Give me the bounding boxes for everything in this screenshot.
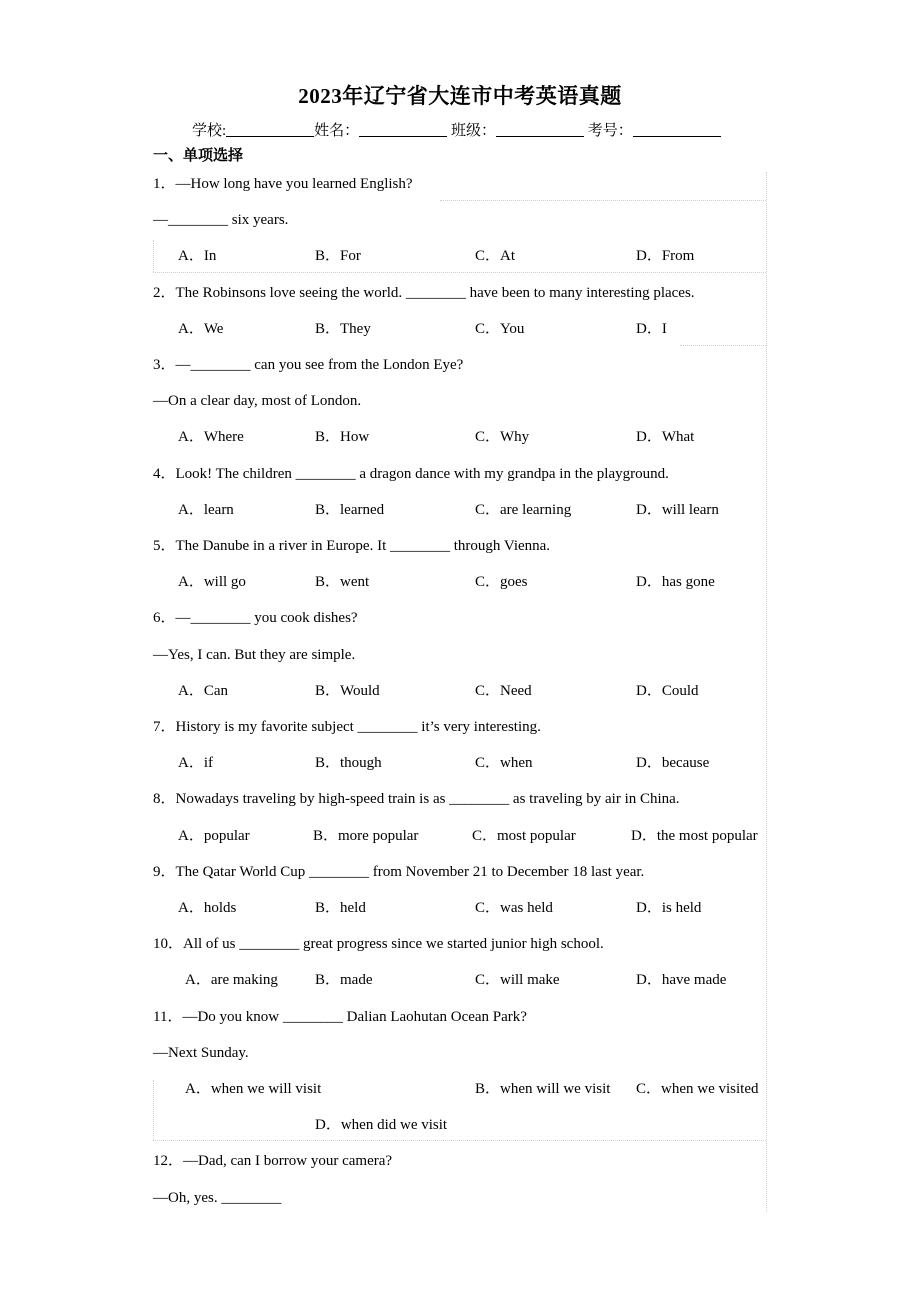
answer-option[interactable]: C．You bbox=[475, 321, 525, 337]
school-label: 学校: bbox=[192, 123, 227, 139]
question-stem: 7．History is my favorite subject ________ it’s very interesting. bbox=[153, 719, 541, 735]
answer-option[interactable]: D．Could bbox=[636, 683, 699, 699]
answer-option[interactable]: C．when bbox=[475, 755, 533, 771]
question-stem: 5．The Danube in a river in Europe. It ________ through Vienna. bbox=[153, 538, 551, 554]
answer-option[interactable]: B．went bbox=[315, 574, 370, 590]
answer-option[interactable]: A．popular bbox=[178, 828, 250, 844]
question-stem: 1．—How long have you learned English? bbox=[153, 176, 413, 192]
answer-option[interactable]: C．when we visited bbox=[636, 1081, 759, 1097]
answer-option[interactable]: A．will go bbox=[178, 574, 246, 590]
question-dialogue-line: —Oh, yes. ________ bbox=[153, 1190, 282, 1206]
answer-option[interactable]: B．made bbox=[315, 972, 373, 988]
right-guide-line bbox=[766, 172, 767, 1212]
answer-option[interactable]: C．are learning bbox=[475, 502, 572, 518]
answer-option[interactable]: B．more popular bbox=[313, 828, 419, 844]
question-stem: 6．—________ you cook dishes? bbox=[153, 610, 358, 626]
question-stem: 2．The Robinsons love seeing the world. ________ have been to many interesting places. bbox=[153, 285, 695, 301]
answer-option[interactable]: A．Can bbox=[178, 683, 228, 699]
answer-option[interactable]: B．They bbox=[315, 321, 371, 337]
school-blank bbox=[226, 121, 314, 137]
question-stem: 3．—________ can you see from the London Eye? bbox=[153, 357, 464, 373]
answer-option[interactable]: A．are making bbox=[185, 972, 278, 988]
question-dialogue-line: —Next Sunday. bbox=[153, 1045, 249, 1061]
number-label: 考号： bbox=[587, 123, 633, 139]
student-info-row bbox=[192, 119, 721, 140]
class-label: 班级： bbox=[450, 123, 496, 139]
question-dialogue-line: —________ six years. bbox=[153, 212, 289, 228]
answer-option[interactable]: D．I bbox=[636, 321, 667, 337]
answer-option[interactable]: D．is held bbox=[636, 900, 702, 916]
answer-option[interactable]: C．goes bbox=[475, 574, 528, 590]
answer-option[interactable]: B．For bbox=[315, 248, 361, 264]
answer-option[interactable]: B．when will we visit bbox=[475, 1081, 611, 1097]
number-blank bbox=[633, 121, 721, 137]
answer-option[interactable]: D．when did we visit bbox=[315, 1117, 448, 1133]
left-guide-line bbox=[153, 1080, 154, 1140]
answer-option[interactable]: A．Where bbox=[178, 429, 244, 445]
question-stem: 9．The Qatar World Cup ________ from November 21 to December 18 last year. bbox=[153, 864, 645, 880]
answer-option[interactable]: C．Why bbox=[475, 429, 530, 445]
answer-option[interactable]: D．the most popular bbox=[631, 828, 758, 844]
class-blank bbox=[496, 121, 584, 137]
question-stem: 11．—Do you know ________ Dalian Laohutan Ocean Park? bbox=[153, 1009, 527, 1025]
section-heading: 一、单项选择 bbox=[153, 148, 244, 164]
answer-option[interactable]: B．though bbox=[315, 755, 382, 771]
answer-option[interactable]: D．From bbox=[636, 248, 695, 264]
answer-option[interactable]: A．learn bbox=[178, 502, 234, 518]
answer-option[interactable]: C．Need bbox=[475, 683, 532, 699]
guide-line bbox=[153, 272, 766, 273]
answer-option[interactable]: A．We bbox=[178, 321, 224, 337]
question-stem: 12．—Dad, can I borrow your camera? bbox=[153, 1153, 393, 1169]
question-dialogue-line: —Yes, I can. But they are simple. bbox=[153, 647, 356, 663]
guide-line bbox=[440, 200, 766, 201]
answer-option[interactable]: C．will make bbox=[475, 972, 560, 988]
guide-line bbox=[153, 1140, 766, 1141]
answer-option[interactable]: C．was held bbox=[475, 900, 553, 916]
answer-option[interactable]: B．How bbox=[315, 429, 370, 445]
answer-option[interactable]: C．most popular bbox=[472, 828, 576, 844]
question-stem: 8．Nowadays traveling by high-speed train is as ________ as traveling by air in China. bbox=[153, 791, 680, 807]
page-title: 2023年辽宁省大连市中考英语真题 bbox=[298, 84, 622, 108]
answer-option[interactable]: D．What bbox=[636, 429, 695, 445]
answer-option[interactable]: A．when we will visit bbox=[185, 1081, 322, 1097]
name-blank bbox=[359, 121, 447, 137]
answer-option[interactable]: A．if bbox=[178, 755, 213, 771]
answer-option[interactable]: B．Would bbox=[315, 683, 380, 699]
answer-option[interactable]: C．At bbox=[475, 248, 516, 264]
answer-option[interactable]: D．will learn bbox=[636, 502, 719, 518]
question-stem: 10．All of us ________ great progress since we started junior high school. bbox=[153, 936, 604, 952]
answer-option[interactable]: A．holds bbox=[178, 900, 237, 916]
name-label: 姓名： bbox=[314, 123, 360, 139]
answer-option[interactable]: D．because bbox=[636, 755, 710, 771]
question-dialogue-line: —On a clear day, most of London. bbox=[153, 393, 362, 409]
guide-line bbox=[680, 345, 766, 346]
answer-option[interactable]: A．In bbox=[178, 248, 217, 264]
left-guide-line bbox=[153, 240, 154, 272]
answer-option[interactable]: B．held bbox=[315, 900, 366, 916]
answer-option[interactable]: B．learned bbox=[315, 502, 385, 518]
question-stem: 4．Look! The children ________ a dragon dance with my grandpa in the playground. bbox=[153, 466, 669, 482]
answer-option[interactable]: D．have made bbox=[636, 972, 727, 988]
answer-option[interactable]: D．has gone bbox=[636, 574, 715, 590]
